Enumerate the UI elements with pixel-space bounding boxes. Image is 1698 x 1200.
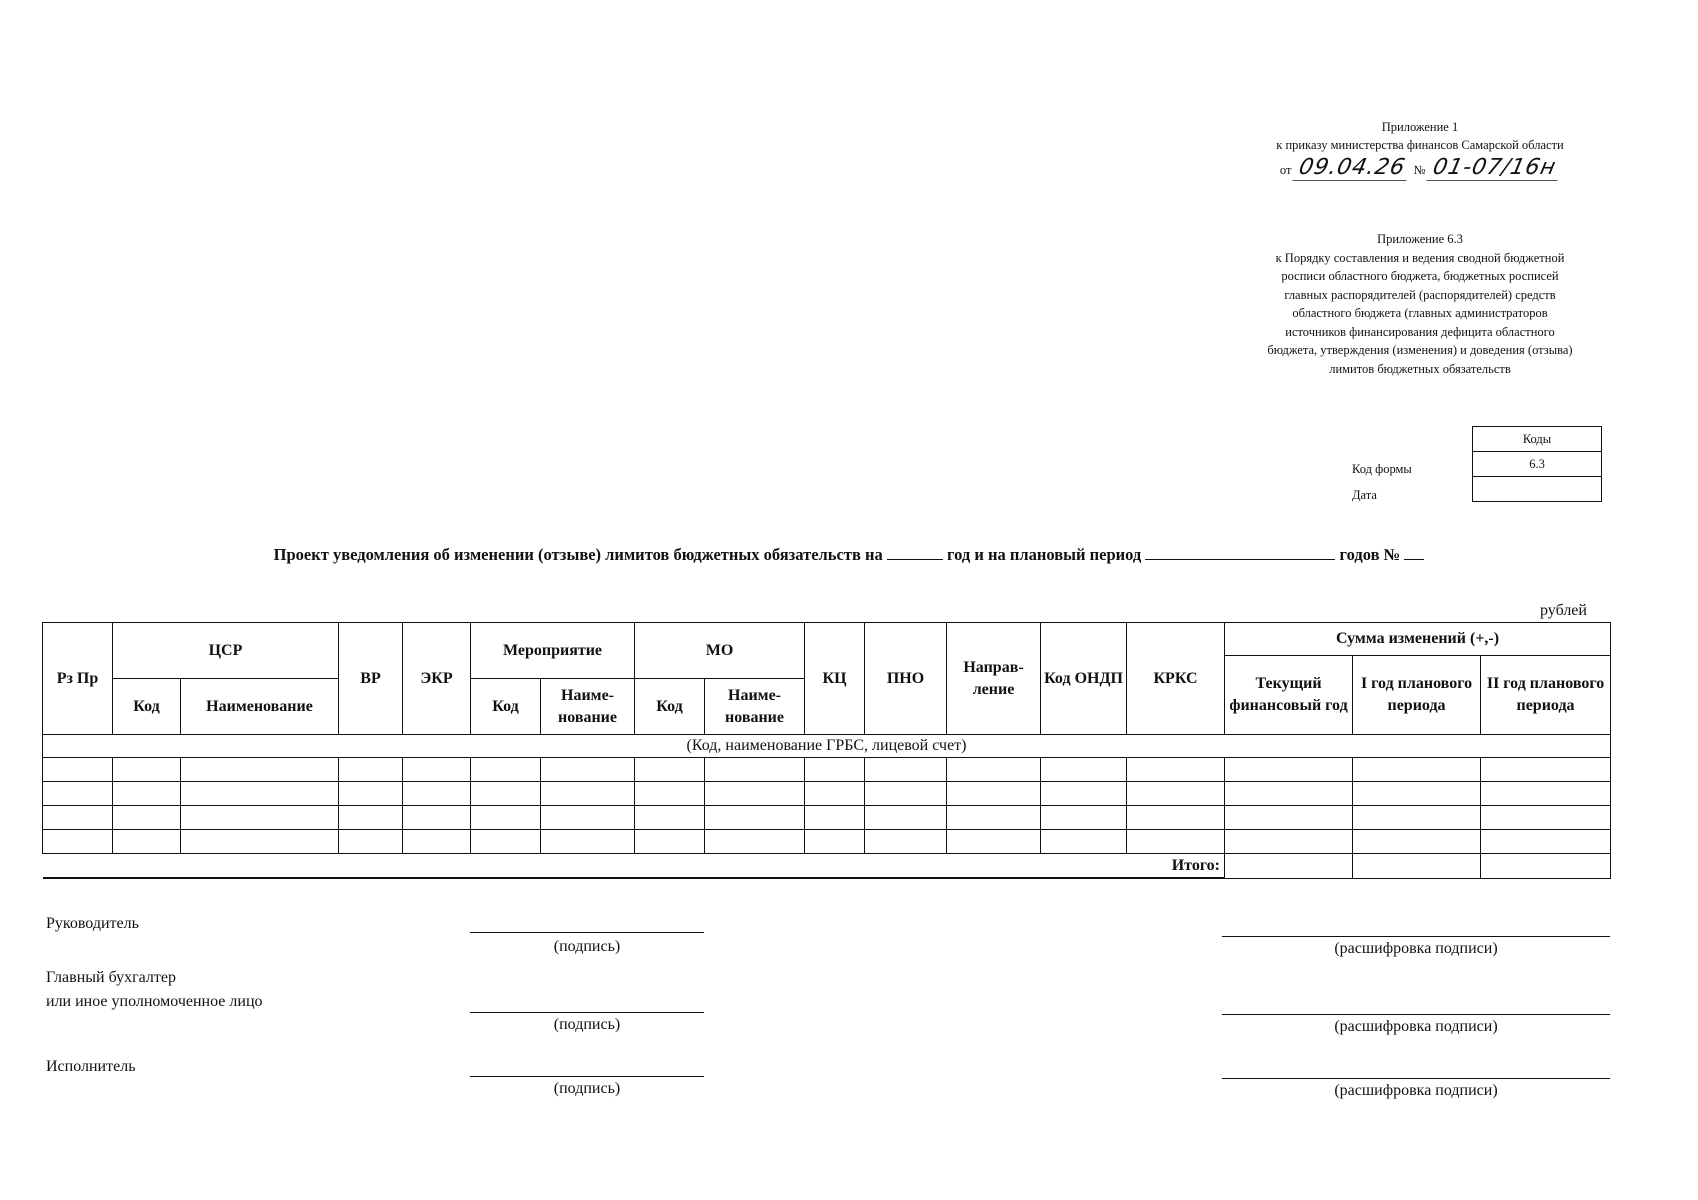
order-number-label: № (1413, 163, 1426, 177)
limits-table (42, 622, 1611, 879)
col-event-name: Наиме-нование (541, 679, 635, 735)
order-date-handwritten: 09.04.26 (1293, 156, 1412, 181)
title-part3: годов № (1339, 545, 1401, 564)
appendix-procedure-line: бюджета, утверждения (изменения) и доведения (отзыва) (1267, 343, 1573, 357)
appendix-procedure-block (1200, 230, 1640, 378)
table-row (43, 782, 1611, 806)
codes-table (1472, 426, 1602, 502)
total-current-year (1225, 854, 1353, 879)
col-ondp: Код ОНДП (1041, 623, 1127, 735)
total-plan-year2 (1481, 854, 1611, 879)
date-value (1473, 477, 1602, 502)
col-current-year: Текущий финансовый год (1225, 656, 1353, 735)
order-from-label: от (1279, 163, 1292, 177)
accountant-label-line1: Главный бухгалтер (46, 969, 176, 986)
accountant-label-line2: или иное уполномоченное лицо (46, 993, 263, 1010)
accountant-signature-caption: (подпись) (553, 1016, 621, 1033)
col-sum-changes: Сумма изменений (+,-) (1225, 623, 1611, 656)
appendix-procedure-line: к Порядку составления и ведения сводной бюджетной (1275, 250, 1565, 265)
appendix-order-title: Приложение 1 (1381, 120, 1459, 134)
col-vr: ВР (339, 623, 403, 735)
executor-decoding-caption: (расшифровка подписи) (1334, 1082, 1498, 1099)
table-row (43, 758, 1611, 782)
head-decoding-line (1222, 936, 1610, 937)
appendix-order-ref: к приказу министерства финансов Самарской области (1276, 138, 1564, 152)
order-date-number (1200, 156, 1640, 181)
date-label: Дата (1352, 488, 1377, 502)
form-code-value: 6.3 (1473, 452, 1602, 477)
document-title (0, 545, 1698, 565)
col-plan-year2: II год планового периода (1481, 656, 1611, 735)
appendix-procedure-line: лимитов бюджетных обязательств (1329, 361, 1511, 376)
appendix-procedure-line: росписи областного бюджета, бюджетных росписей (1281, 269, 1559, 283)
year-blank (887, 545, 943, 560)
appendix-procedure-line: областного бюджета (главных администраторов (1292, 306, 1548, 320)
col-event-code: Код (471, 679, 541, 735)
head-label: Руководитель (46, 915, 139, 932)
col-ekr: ЭКР (403, 623, 471, 735)
title-part1: Проект уведомления об изменении (отзыве) лимитов бюджетных обязательств на (273, 545, 883, 564)
col-csr-name: Наименование (181, 679, 339, 735)
col-direction: Направ-ление (947, 623, 1041, 735)
total-row (43, 854, 1611, 879)
col-pno: ПНО (865, 623, 947, 735)
codes-header: Коды (1473, 427, 1602, 452)
executor-signature-line (470, 1076, 704, 1077)
total-label: Итого: (43, 854, 1225, 879)
appendix-procedure-line: главных распорядителей (распорядителей) средств (1284, 287, 1556, 302)
period-blank (1145, 545, 1335, 560)
appendix-procedure-line: источников финансирования дефицита областного (1285, 324, 1555, 339)
total-plan-year1 (1353, 854, 1481, 879)
col-event: Мероприятие (471, 623, 635, 679)
accountant-label (46, 966, 263, 1014)
col-kc: КЦ (805, 623, 865, 735)
head-decoding-caption: (расшифровка подписи) (1334, 940, 1498, 957)
table-row (43, 806, 1611, 830)
appendix-procedure-title: Приложение 6.3 (1377, 232, 1463, 246)
appendix-order-block (1200, 118, 1640, 181)
table-row (43, 830, 1611, 854)
head-signature-caption: (подпись) (553, 938, 621, 955)
head-signature-line (470, 932, 704, 933)
title-part2: год и на плановый период (947, 545, 1142, 564)
executor-label: Исполнитель (46, 1058, 136, 1075)
executor-decoding-line (1222, 1078, 1610, 1079)
col-csr-code: Код (113, 679, 181, 735)
col-mo-name: Наиме-нование (705, 679, 805, 735)
currency-unit: рублей (1540, 602, 1587, 619)
col-mo-code: Код (635, 679, 705, 735)
form-code-label: Код формы (1352, 462, 1412, 476)
accountant-signature-line (470, 1012, 704, 1013)
col-mo: МО (635, 623, 805, 679)
col-rz-pr: Рз Пр (43, 623, 113, 735)
executor-signature-caption: (подпись) (553, 1080, 621, 1097)
col-plan-year1: I год планового периода (1353, 656, 1481, 735)
accountant-decoding-caption: (расшифровка подписи) (1334, 1018, 1498, 1035)
grbs-row: (Код, наименование ГРБС, лицевой счет) (43, 735, 1611, 758)
col-krks: КРКС (1127, 623, 1225, 735)
order-number-handwritten: 01-07/16н (1427, 156, 1563, 181)
number-blank (1404, 545, 1424, 560)
col-csr: ЦСР (113, 623, 339, 679)
accountant-decoding-line (1222, 1014, 1610, 1015)
